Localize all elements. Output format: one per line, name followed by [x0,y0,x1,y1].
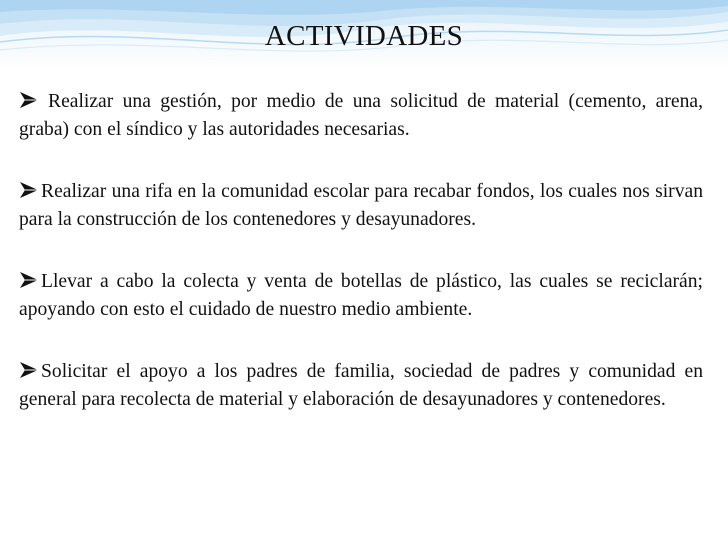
list-item [19,358,703,414]
list-item-text: Llevar a cabo la colecta y venta de botellas de plástico, las cuales se reciclarán; apoyando con esto el cuidado de nuestro medio ambiente. [19,271,703,320]
arrow-check-icon [19,91,39,109]
activities-list [19,88,703,448]
list-item-text: Solicitar el apoyo a los padres de familia, sociedad de padres y comunidad en general para recolecta de material y elaboración de desayunadores y contenedores. [19,361,703,410]
arrow-check-icon [19,181,39,199]
list-item [19,268,703,324]
list-item-text: Realizar una gestión, por medio de una solicitud de material (cemento, arena, graba) con el síndico y las autoridades necesarias. [19,91,703,140]
list-item [19,88,703,144]
list-item [19,178,703,234]
arrow-check-icon [19,271,39,289]
slide-title: ACTIVIDADES [264,20,464,52]
arrow-check-icon [19,361,39,379]
list-item-text: Realizar una rifa en la comunidad escolar para recabar fondos, los cuales nos sirvan para la construcción de los contenedores y desayunadores. [19,181,703,230]
